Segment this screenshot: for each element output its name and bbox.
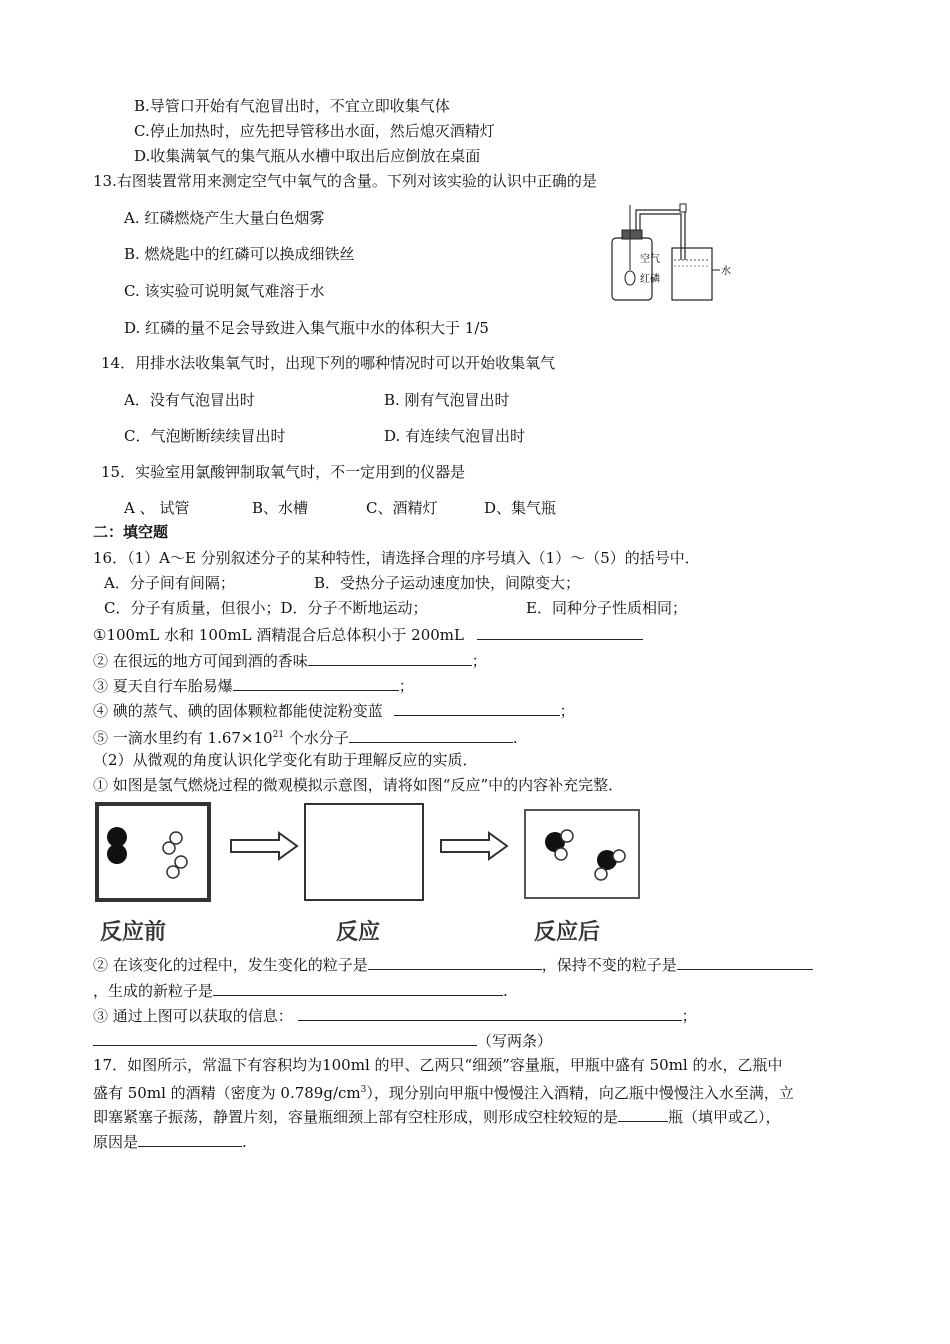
q15-option-c: C、酒精灯 xyxy=(366,499,438,517)
fig-label-water: 水 xyxy=(721,266,731,277)
q16-option-a: A．分子间有间隔； xyxy=(104,574,235,592)
q13-option-a: A. 红磷燃烧产生大量白色烟雾 xyxy=(124,209,325,227)
q16-item-1: ①100mL 水和 100mL 酒精混合后总体积小于 200mL xyxy=(93,624,643,645)
answer-blank[interactable] xyxy=(618,1106,668,1122)
q17-line-4: 原因是 . xyxy=(93,1133,247,1151)
q12-option-b: B.导管口开始有气泡冒出时，不宜立即收集气体 xyxy=(134,97,450,115)
section-title-fill-blank: 二：填空题 xyxy=(93,523,169,541)
answer-blank[interactable] xyxy=(368,954,542,970)
caption-after: 反应后 xyxy=(534,920,601,945)
q16-part2-instruction: ① 如图是氢气燃烧过程的微观模拟示意图，请将如图“反应”中的内容补充完整． xyxy=(93,776,624,794)
q16-part2-b-cont: ，生成的新粒子是 . xyxy=(93,982,508,1000)
q13-option-c: C. 该实验可说明氮气难溶于水 xyxy=(124,282,325,300)
q16-option-b: B．受热分子运动速度加快，间隙变大； xyxy=(314,574,581,592)
oxygen-apparatus-figure xyxy=(600,200,740,305)
answer-blank[interactable] xyxy=(233,675,399,691)
q17-line-2: 盛有 50ml 的酒精（密度为 $0.789g/cm^3$），现分别向甲瓶中慢慢注入酒精，向乙瓶中慢慢注入水至满，立 xyxy=(93,1084,794,1102)
q13-stem: 13.右图装置常用来测定空气中氧气的含量。下列对该实验的认识中正确的是 xyxy=(93,172,597,190)
q16-part2-c: ③ 通过上图可以获取的信息： ； xyxy=(93,1007,697,1025)
q15-stem: 15．实验室用氯酸钾制取氧气时，不一定用到的仪器是 xyxy=(101,463,466,481)
q17-line-1: 17．如图所示，常温下有容积均为100ml 的甲、乙两只“细颈”容量瓶，甲瓶中盛有 50ml 的水，乙瓶中 xyxy=(93,1056,783,1074)
q14-option-d: D. 有连续气泡冒出时 xyxy=(384,427,526,445)
answer-blank[interactable] xyxy=(677,954,813,970)
caption-reaction: 反应 xyxy=(336,920,381,945)
answer-blank[interactable] xyxy=(308,650,472,666)
q12-option-d: D.收集满氧气的集气瓶从水槽中取出后应倒放在桌面 xyxy=(134,147,481,165)
caption-before: 反应前 xyxy=(100,920,167,945)
answer-blank[interactable] xyxy=(298,1005,682,1021)
answer-blank[interactable] xyxy=(138,1131,242,1147)
arrow-icon xyxy=(231,833,297,859)
q12-option-c: C.停止加热时，应先把导管移出水面，然后熄灭酒精灯 xyxy=(134,122,495,140)
answer-blank[interactable] xyxy=(394,700,560,716)
q15-option-b: B、水槽 xyxy=(252,499,309,517)
q17-line-3: 即塞紧塞子振荡，静置片刻，容量瓶细颈上部有空柱形成，则形成空柱较短的是 瓶（填甲或乙）， xyxy=(93,1108,781,1126)
q16-option-cd: C．分子有质量，但很小；D．分子不断地运动； xyxy=(104,599,428,617)
answer-blank[interactable] xyxy=(349,727,513,743)
answer-blank[interactable] xyxy=(213,980,503,996)
q13-option-b: B. 燃烧匙中的红磷可以换成细铁丝 xyxy=(124,245,355,263)
q15-option-a: A 、 试管 xyxy=(124,499,190,517)
q13-option-d: D. 红磷的量不足会导致进入集气瓶中水的体积大于 1/5 xyxy=(124,319,489,337)
q16-item-5: ⑤ 一滴水里约有 $1.67\times 10^{21}$ 个水分子 . xyxy=(93,729,518,747)
q16-item-2: ② 在很远的地方可闻到酒的香味 ； xyxy=(93,652,487,670)
q15-option-d: D、集气瓶 xyxy=(484,499,557,517)
q16-item-3: ③ 夏天自行车胎易爆 ； xyxy=(93,677,414,695)
arrow-icon xyxy=(441,833,507,859)
q16-part2-c-cont: （写两条） xyxy=(93,1030,552,1051)
q14-option-b: B. 刚有气泡冒出时 xyxy=(384,391,510,409)
q16-stem: 16．（1）A～E 分别叙述分子的某种特性，请选择合理的序号填入（1）～（5）的括号中． xyxy=(93,549,700,567)
q16-item-4: ④ 碘的蒸气、碘的固体颗粒都能使淀粉变蓝 ； xyxy=(93,702,575,720)
q14-stem: 14．用排水法收集氧气时，出现下列的哪种情况时可以开始收集氧气 xyxy=(101,354,556,372)
answer-blank[interactable] xyxy=(477,624,643,640)
oxygen-atom xyxy=(107,844,127,864)
q14-option-c: C．气泡断断续续冒出时 xyxy=(124,427,286,445)
q14-option-a: A．没有气泡冒出时 xyxy=(124,391,255,409)
q16-part2-title: （2）从微观的角度认识化学变化有助于理解反应的实质． xyxy=(93,751,478,769)
q16-option-e: E．同种分子性质相同； xyxy=(526,599,687,617)
fig-label-air: 空气 xyxy=(640,254,660,265)
q16-part2-b: ② 在该变化的过程中，发生变化的粒子是 ，保持不变的粒子是 xyxy=(93,954,813,975)
fig-label-phosphorus: 红磷 xyxy=(640,274,660,285)
answer-blank[interactable] xyxy=(93,1030,477,1046)
reaction-box[interactable] xyxy=(305,804,423,900)
